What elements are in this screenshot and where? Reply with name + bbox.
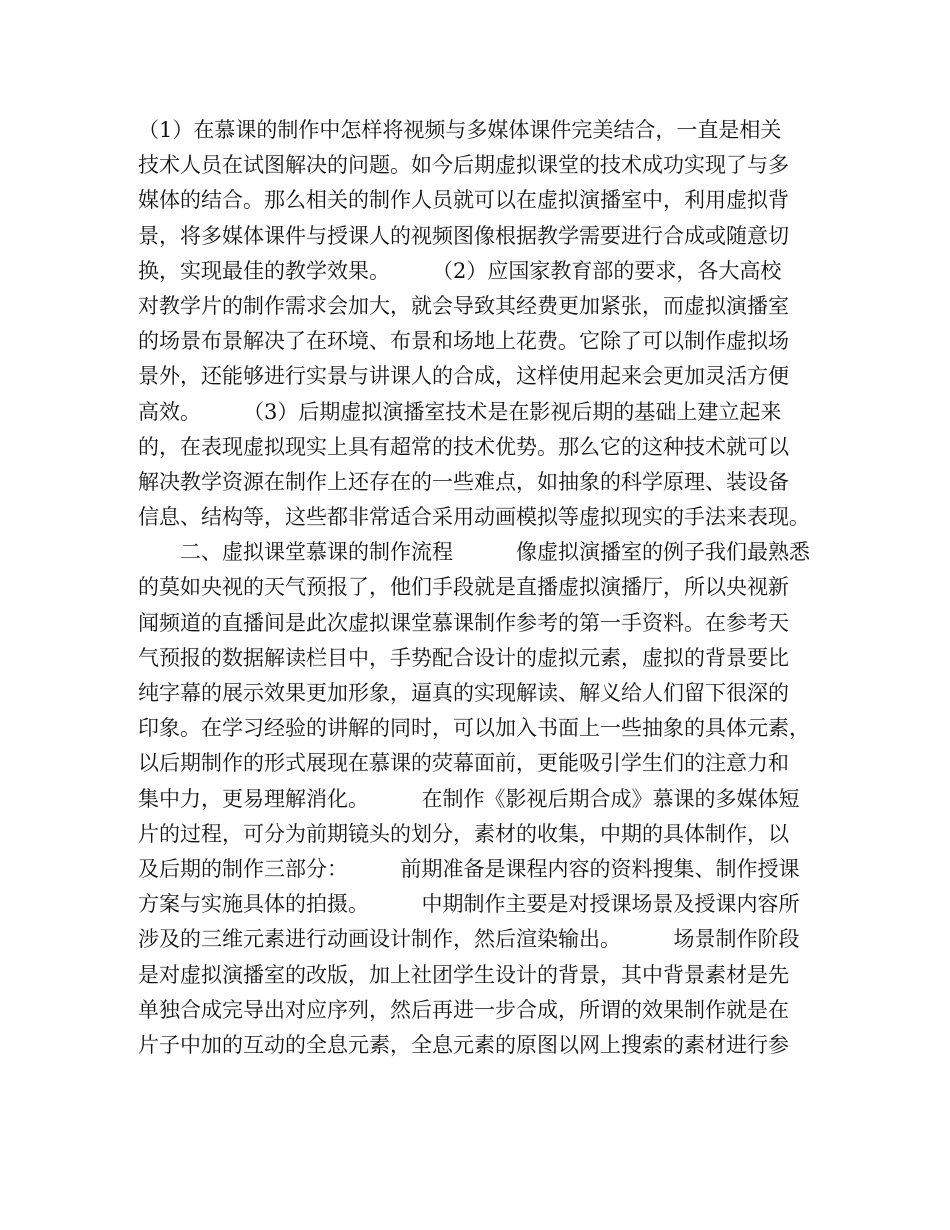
text-line: 的场景布景解决了在环境、布景和场地上花费。它除了可以制作虚拟场 [138,329,789,354]
text-line: 高效。 （3）后期虚拟演播室技术是在影视后期的基础上建立起来 [138,399,782,424]
text-line: 技术人员在试图解决的问题。如今后期虚拟课堂的技术成功实现了与多 [138,153,789,178]
text-line: 纯字幕的展示效果更加形象，逼真的实现解读、解义给人们留下很深的 [138,681,789,705]
text-line: 的，在表现虚拟现实上具有超常的技术优势。那么它的这种技术就可以 [138,434,789,459]
body-text [138,113,818,1063]
text-line: 景，将多媒体课件与授课人的视频图像根据教学需要进行合成或随意切 [138,223,789,248]
text-line: 片的过程，可分为前期镜头的划分，素材的收集，中期的具体制作，以 [138,821,789,846]
text-line: 气预报的数据解读栏目中，手势配合设计的虚拟元素，虚拟的背景要比 [138,645,789,670]
text-line: 二、虚拟课堂慕课的制作流程 像虚拟演播室的例子我们最熟悉 [138,540,810,565]
text-line: 方案与实施具体的拍摄。 中期制作主要是对授课场景及授课内容所 [138,892,800,917]
text-line: 对教学片的制作需求会加大，就会导致其经费更加紧张，而虚拟演播室 [138,293,789,318]
text-line: 换，实现最佳的教学效果。 （2）应国家教育部的要求，各大高校 [138,258,782,283]
text-line: 片子中加的互动的全息元素，全息元素的原图以网上搜索的素材进行参 [138,1032,789,1057]
text-line: 涉及的三维元素进行动画设计制作，然后渲染输出。 场景制作阶段 [138,927,800,952]
text-line: （1）在慕课的制作中怎样将视频与多媒体课件完美结合，一直是相关 [138,118,782,142]
text-line: 信息、结构等，这些都非常适合采用动画模拟等虚拟现实的手法来表现。 [138,505,810,530]
text-line: 解决教学资源在制作上还存在的一些难点，如抽象的科学原理、装设备 [138,469,789,494]
text-line: 景外，还能够进行实景与讲课人的合成，这样使用起来会更加灵活方便 [138,364,789,389]
text-line: 的莫如央视的天气预报了，他们手段就是直播虚拟演播厅，所以央视新 [138,575,789,600]
text-line: 以后期制作的形式展现在慕课的荧幕面前，更能吸引学生们的注意力和 [138,751,789,776]
text-line: 是对虚拟演播室的改版，加上社团学生设计的背景，其中背景素材是先 [138,962,789,987]
text-line: 集中力，更易理解消化。 在制作《影视后期合成》慕课的多媒体短 [138,786,800,811]
text-line: 及后期的制作三部分： 前期准备是课程内容的资料搜集、制作授课 [138,856,800,881]
text-line: 单独合成完导出对应序列，然后再进一步合成，所谓的效果制作就是在 [138,997,789,1022]
text-line: 媒体的结合。那么相关的制作人员就可以在虚拟演播室中，利用虚拟背 [138,188,789,213]
text-line: 闻频道的直播间是此次虚拟课堂慕课制作参考的第一手资料。在参考天 [138,610,789,635]
text-line: 印象。在学习经验的讲解的同时，可以加入书面上一些抽象的具体元素， [138,716,810,741]
